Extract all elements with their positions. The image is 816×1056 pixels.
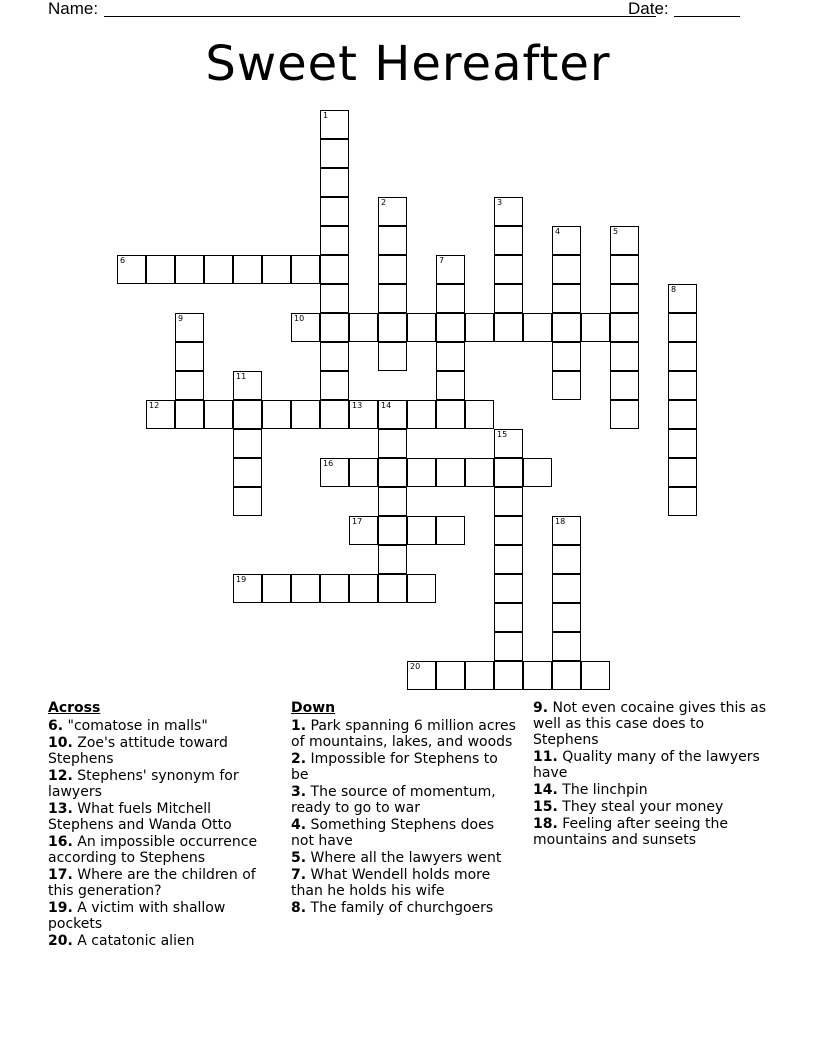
clue-item	[48, 735, 276, 767]
grid-cell[interactable]	[668, 313, 697, 342]
grid-cell[interactable]	[349, 400, 378, 429]
grid-cell[interactable]	[668, 284, 697, 313]
clue-number: 13	[352, 401, 363, 410]
grid-cell[interactable]	[436, 284, 465, 313]
grid-cell[interactable]	[233, 371, 262, 400]
grid-cell[interactable]	[349, 516, 378, 545]
clue-number: 2.	[291, 751, 307, 767]
grid-cell[interactable]	[320, 458, 349, 487]
down-clue-list-continued	[533, 700, 768, 848]
clue-item	[291, 751, 519, 783]
grid-cell[interactable]	[407, 400, 436, 429]
clue-item	[533, 782, 768, 798]
grid-cell[interactable]	[204, 400, 233, 429]
grid-cell[interactable]	[668, 458, 697, 487]
clue-text: Where all the lawyers went	[310, 850, 502, 866]
clue-number: 10.	[48, 735, 73, 751]
grid-cell[interactable]	[407, 516, 436, 545]
grid-cell[interactable]	[291, 313, 320, 342]
clue-number: 8	[671, 285, 677, 294]
grid-cell[interactable]	[668, 400, 697, 429]
grid-cell[interactable]	[552, 342, 581, 371]
clue-item	[48, 718, 276, 734]
grid-cell[interactable]	[436, 313, 465, 342]
clue-number: 5	[613, 227, 619, 236]
down-clues	[291, 700, 519, 917]
clue-number: 12	[149, 401, 160, 410]
clue-text: The linchpin	[562, 782, 648, 798]
grid-cell[interactable]	[668, 487, 697, 516]
grid-cell[interactable]	[349, 458, 378, 487]
clue-number: 3	[497, 198, 503, 207]
name-label: Name:	[48, 0, 99, 18]
grid-cell[interactable]	[320, 197, 349, 226]
grid-cell[interactable]	[610, 284, 639, 313]
clue-item	[291, 718, 519, 750]
grid-cell[interactable]	[523, 661, 552, 690]
grid-cell[interactable]	[552, 371, 581, 400]
clue-text: A catatonic alien	[77, 933, 195, 949]
clue-text: The family of churchgoers	[310, 900, 494, 916]
clue-item	[291, 900, 519, 916]
clue-number: 3.	[291, 784, 307, 800]
grid-cell[interactable]	[494, 313, 523, 342]
clue-number: 14.	[533, 782, 558, 798]
clue-number: 9	[178, 314, 184, 323]
grid-cell[interactable]	[378, 458, 407, 487]
date-label: Date:	[628, 0, 669, 18]
clue-number: 7	[439, 256, 445, 265]
grid-cell[interactable]	[117, 255, 146, 284]
grid-cell[interactable]	[320, 110, 349, 139]
grid-cell[interactable]	[494, 603, 523, 632]
clue-number: 5.	[291, 850, 307, 866]
grid-cell[interactable]	[610, 255, 639, 284]
grid-cell[interactable]	[552, 226, 581, 255]
clue-number: 18	[555, 517, 566, 526]
clue-number: 15.	[533, 799, 558, 815]
grid-cell[interactable]	[668, 342, 697, 371]
puzzle-title: Sweet Hereafter	[205, 36, 611, 92]
grid-cell[interactable]	[494, 487, 523, 516]
grid-cell[interactable]	[610, 313, 639, 342]
grid-cell[interactable]	[175, 371, 204, 400]
clue-text: "comatose in malls"	[67, 718, 208, 734]
clue-text: Feeling after seeing the mountains and sunsets	[533, 816, 728, 848]
clue-number: 6.	[48, 718, 64, 734]
clue-number: 7.	[291, 867, 307, 883]
grid-cell[interactable]	[378, 255, 407, 284]
grid-cell[interactable]	[320, 313, 349, 342]
grid-cell[interactable]	[146, 400, 175, 429]
clue-number: 16.	[48, 834, 73, 850]
grid-cell[interactable]	[494, 284, 523, 313]
clue-item	[48, 900, 276, 932]
clue-number: 18.	[533, 816, 558, 832]
grid-cell[interactable]	[668, 429, 697, 458]
grid-cell[interactable]	[494, 661, 523, 690]
grid-cell[interactable]	[465, 661, 494, 690]
grid-cell[interactable]	[320, 139, 349, 168]
clue-text: Where are the children of this generation?	[48, 867, 256, 899]
down-heading: Down	[291, 700, 336, 716]
grid-cell[interactable]	[320, 371, 349, 400]
clue-text: What Wendell holds more than he holds his wife	[291, 867, 491, 899]
clue-item	[291, 784, 519, 816]
grid-cell[interactable]	[378, 545, 407, 574]
grid-cell[interactable]	[349, 574, 378, 603]
grid-cell[interactable]	[262, 255, 291, 284]
grid-cell[interactable]	[320, 226, 349, 255]
clue-number: 6	[120, 256, 126, 265]
grid-cell[interactable]	[407, 458, 436, 487]
clue-text: They steal your money	[562, 799, 724, 815]
clue-number: 1	[323, 111, 329, 120]
grid-cell[interactable]	[378, 342, 407, 371]
grid-cell[interactable]	[378, 429, 407, 458]
grid-cell[interactable]	[494, 574, 523, 603]
grid-cell[interactable]	[146, 255, 175, 284]
grid-cell[interactable]	[552, 284, 581, 313]
grid-cell[interactable]	[465, 458, 494, 487]
grid-cell[interactable]	[233, 400, 262, 429]
grid-cell[interactable]	[494, 545, 523, 574]
grid-cell[interactable]	[610, 400, 639, 429]
grid-cell[interactable]	[378, 226, 407, 255]
clue-text: Quality many of the lawyers have	[533, 749, 760, 781]
grid-cell[interactable]	[262, 400, 291, 429]
across-clues	[48, 700, 276, 950]
clue-item	[291, 817, 519, 849]
grid-cell[interactable]	[552, 574, 581, 603]
grid-cell[interactable]	[291, 255, 320, 284]
clue-number: 19	[236, 575, 247, 584]
grid-cell[interactable]	[291, 400, 320, 429]
grid-cell[interactable]	[320, 342, 349, 371]
grid-cell[interactable]	[378, 197, 407, 226]
grid-cell[interactable]	[581, 661, 610, 690]
clue-item	[533, 799, 768, 815]
grid-cell[interactable]	[552, 255, 581, 284]
grid-cell[interactable]	[233, 429, 262, 458]
grid-cell[interactable]	[407, 313, 436, 342]
grid-cell[interactable]	[436, 342, 465, 371]
clue-item	[48, 867, 276, 899]
grid-cell[interactable]	[494, 226, 523, 255]
clue-text: Park spanning 6 million acres of mountains, lakes, and woods	[291, 718, 516, 750]
grid-cell[interactable]	[320, 255, 349, 284]
clue-number: 16	[323, 459, 334, 468]
grid-cell[interactable]	[378, 574, 407, 603]
grid-cell[interactable]	[378, 400, 407, 429]
grid-cell[interactable]	[465, 400, 494, 429]
clue-number: 20	[410, 662, 421, 671]
clue-number: 19.	[48, 900, 73, 916]
clue-number: 12.	[48, 768, 73, 784]
grid-cell[interactable]	[581, 313, 610, 342]
grid-cell[interactable]	[494, 255, 523, 284]
clue-item	[48, 834, 276, 866]
grid-cell[interactable]	[175, 342, 204, 371]
grid-cell[interactable]	[610, 342, 639, 371]
clue-item	[48, 801, 276, 833]
clue-text: What fuels Mitchell Stephens and Wanda Otto	[48, 801, 232, 833]
clue-text: Not even cocaine gives this as well as this case does to Stephens	[533, 700, 766, 748]
clue-number: 2	[381, 198, 387, 207]
clue-text: Impossible for Stephens to be	[291, 751, 498, 783]
grid-cell[interactable]	[233, 574, 262, 603]
clue-text: Something Stephens does not have	[291, 817, 495, 849]
grid-cell[interactable]	[175, 255, 204, 284]
grid-cell[interactable]	[494, 197, 523, 226]
grid-cell[interactable]	[378, 284, 407, 313]
grid-cell[interactable]	[436, 661, 465, 690]
across-heading: Across	[48, 700, 101, 716]
clue-item	[291, 867, 519, 899]
clue-text: A victim with shallow pockets	[48, 900, 226, 932]
clue-number: 11	[236, 372, 247, 381]
clue-item	[533, 816, 768, 848]
grid-cell[interactable]	[494, 458, 523, 487]
clue-number: 1.	[291, 718, 307, 734]
grid-cell[interactable]	[494, 516, 523, 545]
grid-cell[interactable]	[436, 371, 465, 400]
grid-cell[interactable]	[436, 400, 465, 429]
grid-cell[interactable]	[436, 458, 465, 487]
grid-cell[interactable]	[262, 574, 291, 603]
clue-number: 11.	[533, 749, 558, 765]
grid-cell[interactable]	[320, 400, 349, 429]
grid-cell[interactable]	[494, 429, 523, 458]
grid-cell[interactable]	[436, 255, 465, 284]
grid-cell[interactable]	[552, 516, 581, 545]
clue-item	[533, 749, 768, 781]
clue-number: 4	[555, 227, 561, 236]
grid-cell[interactable]	[378, 516, 407, 545]
across-clue-list	[48, 718, 276, 949]
grid-cell[interactable]	[523, 458, 552, 487]
grid-cell[interactable]	[552, 603, 581, 632]
clue-number: 17	[352, 517, 363, 526]
grid-cell[interactable]	[465, 313, 494, 342]
clue-number: 9.	[533, 700, 549, 716]
down-clue-list	[291, 718, 519, 916]
grid-cell[interactable]	[494, 632, 523, 661]
clue-number: 17.	[48, 867, 73, 883]
grid-cell[interactable]	[552, 545, 581, 574]
clue-text: Stephens' synonym for lawyers	[48, 768, 239, 800]
clue-number: 13.	[48, 801, 73, 817]
grid-cell[interactable]	[175, 400, 204, 429]
grid-cell[interactable]	[668, 371, 697, 400]
grid-cell[interactable]	[407, 574, 436, 603]
grid-cell[interactable]	[378, 313, 407, 342]
clue-number: 8.	[291, 900, 307, 916]
grid-cell[interactable]	[552, 632, 581, 661]
clue-item	[291, 850, 519, 866]
grid-cell[interactable]	[320, 284, 349, 313]
grid-cell[interactable]	[233, 458, 262, 487]
clue-number: 20.	[48, 933, 73, 949]
clue-item	[533, 700, 768, 748]
grid-cell[interactable]	[233, 255, 262, 284]
clue-text: An impossible occurrence according to Stephens	[48, 834, 258, 866]
clue-item	[48, 768, 276, 800]
grid-cell[interactable]	[320, 574, 349, 603]
clue-text: The source of momentum, ready to go to war	[291, 784, 496, 816]
grid-cell[interactable]	[175, 313, 204, 342]
grid-cell[interactable]	[204, 255, 233, 284]
grid-cell[interactable]	[349, 313, 378, 342]
grid-cell[interactable]	[407, 661, 436, 690]
clue-number: 14	[381, 401, 392, 410]
down-clues-continued	[533, 700, 768, 849]
clue-number: 10	[294, 314, 305, 323]
grid-cell[interactable]	[552, 313, 581, 342]
clue-text: Zoe's attitude toward Stephens	[48, 735, 228, 767]
grid-cell[interactable]	[378, 487, 407, 516]
clue-number: 4.	[291, 817, 307, 833]
grid-cell[interactable]	[552, 661, 581, 690]
grid-cell[interactable]	[436, 516, 465, 545]
clue-number: 15	[497, 430, 508, 439]
grid-cell[interactable]	[523, 313, 552, 342]
clue-item	[48, 933, 276, 949]
grid-cell[interactable]	[233, 487, 262, 516]
grid-cell[interactable]	[610, 371, 639, 400]
grid-cell[interactable]	[610, 226, 639, 255]
grid-cell[interactable]	[320, 168, 349, 197]
grid-cell[interactable]	[291, 574, 320, 603]
